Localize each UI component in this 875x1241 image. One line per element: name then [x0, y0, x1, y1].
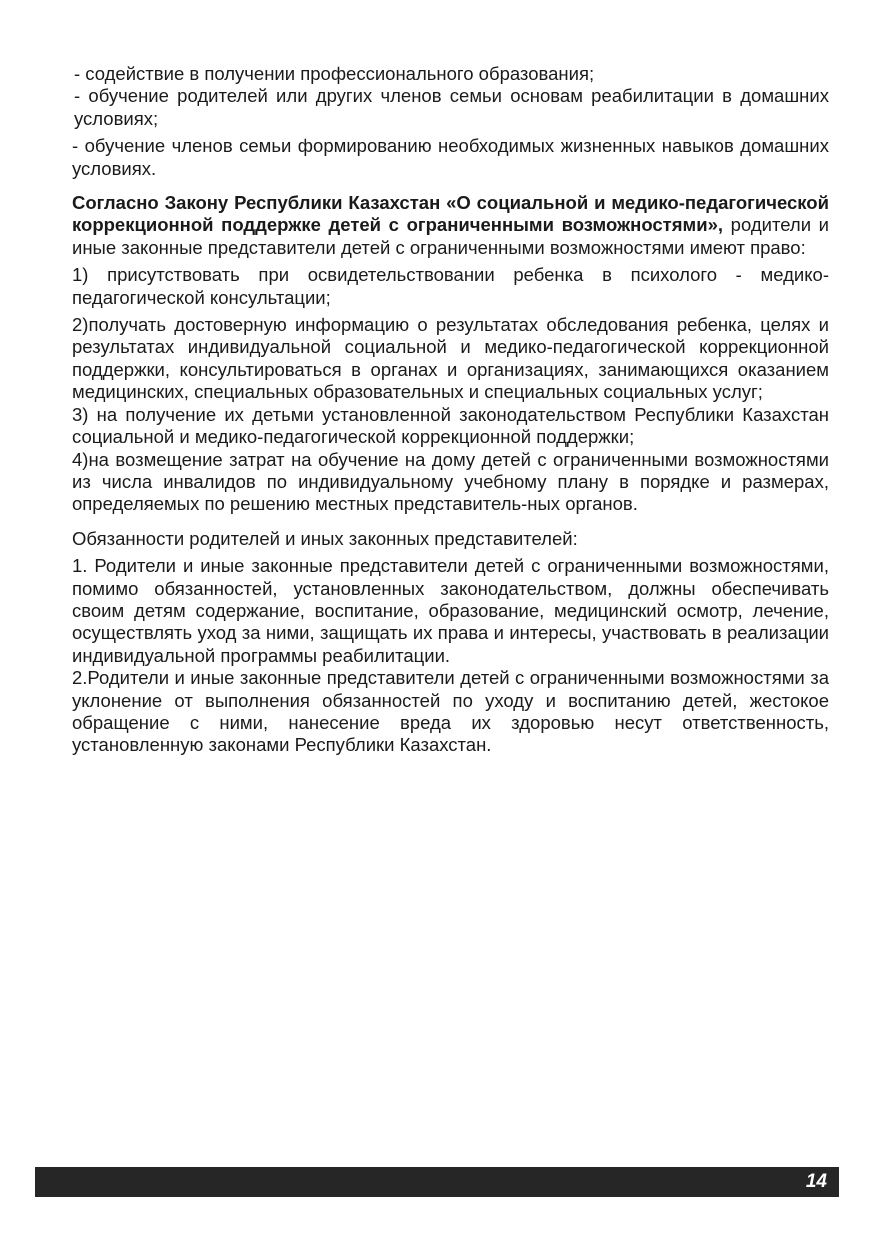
page-number: 14 [805, 1171, 827, 1192]
list-item-education: - содействие в получении профессионального образования; [74, 63, 595, 84]
page-body [72, 63, 829, 757]
law-title: Согласно Закону Республики Казахстан «О социальной и медико-педагогической коррекционной поддержке детей с ограниченными возможностями», [72, 192, 829, 236]
duty-item-2: 2.Родители и иные законные представители детей с ограниченными возможностями за уклонение от выполнения обязанностей по уходу и воспитанию детей, жестокое обращение с ними, нанесение вреда их здоровью несут ответственность, установленную законами Республики Казахстан. [72, 667, 829, 756]
list-item-family-skills: - обучение членов семьи формированию необходимых жизненных навыков домашних условиях. [72, 135, 829, 179]
law-text: родители и иные законные представители детей с ограниченными возможностями имеют право: [72, 214, 830, 258]
right-item-4: 4)на возмещение затрат на обучение на дому детей с ограниченными возможностями из числа инвалидов по индивидуальному учебному плану в порядке и размерах, определяемых по решению местных представитель-ных органов. [72, 448, 829, 515]
law-paragraph [72, 192, 829, 259]
right-item-2: 2)получать достоверную информацию о результатах обследования ребенка, целях и результатах индивидуальной социальной и медико-педагогической коррекционной поддержки, консультироваться в органах и организациях, занимающихся оказанием медицинских, специальных образовательных и специальных социальных услуг; [72, 314, 829, 403]
duties-heading: Обязанности родителей и иных законных представителей: [72, 527, 578, 549]
list-item-parent-training: - обучение родителей или других членов семьи основам реабилитации в домашних условиях; [74, 85, 829, 129]
duty-item-1: 1. Родители и иные законные представители детей с ограниченными возможностями, помимо обязанностей, установленных законодательством, должны обеспечивать своим детям содержание, воспитание, образование, медицинский осмотр, лечение, осуществлять уход за ними, защищать их права и интересы, участвовать в реализации индивидуальной программы реабилитации. [72, 555, 829, 666]
right-item-1: 1) присутствовать при освидетельствовании ребенка в психолого - медико-педагогической консультации; [72, 264, 829, 308]
right-item-3: 3) на получение их детьми установленной законодательством Республики Казахстан социальной и медико-педагогической коррекционной поддержки; [72, 403, 829, 448]
footer-bar [35, 1167, 839, 1197]
